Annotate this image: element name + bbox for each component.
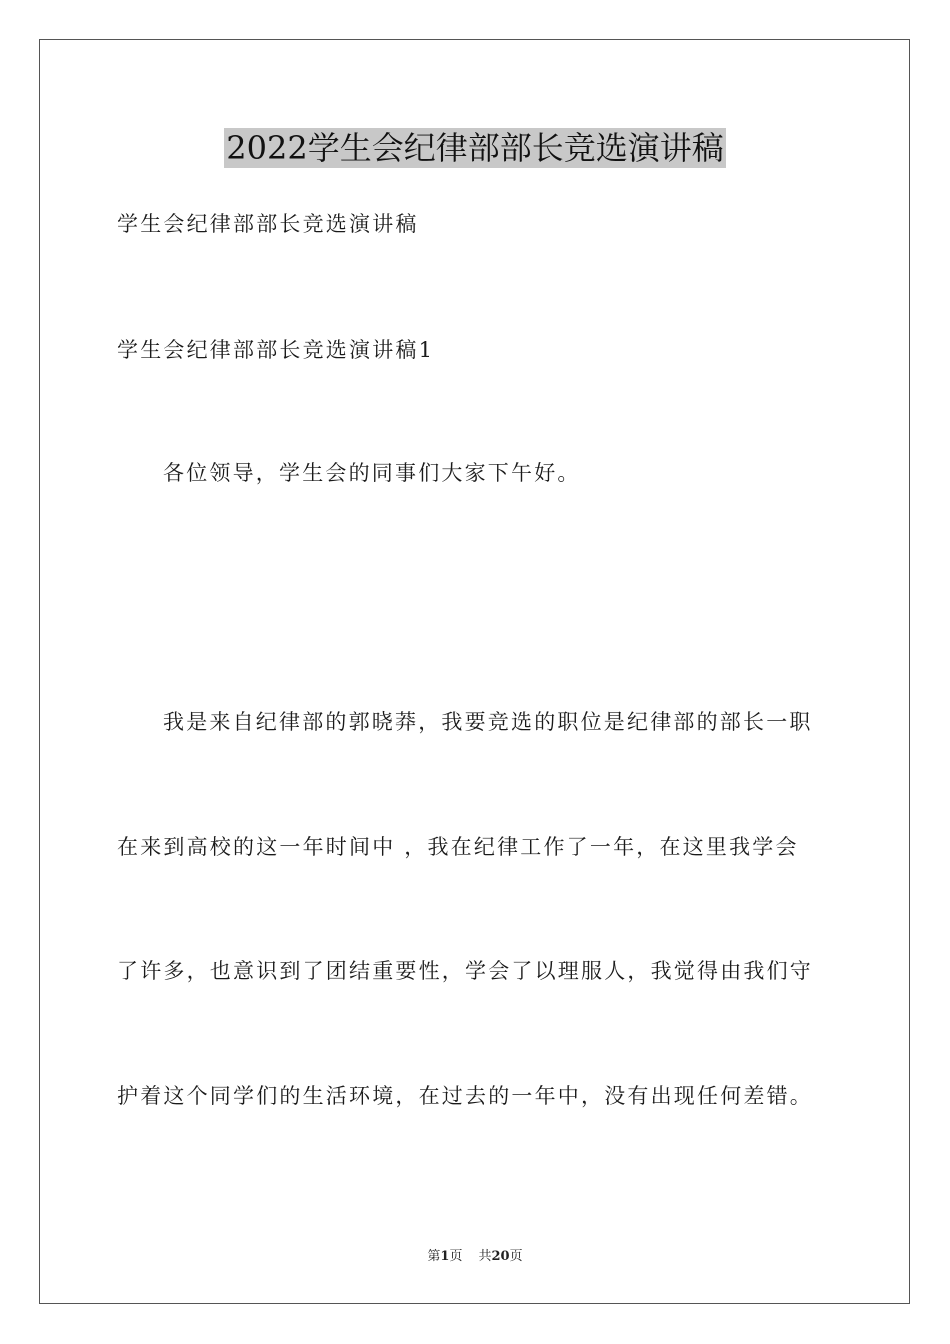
paragraph-line: 了许多，也意识到了团结重要性，学会了以理服人，我觉得由我们守 xyxy=(117,959,813,983)
total-pages: 20 xyxy=(491,1249,510,1264)
paragraph-line: 我是来自纪律部的郭晓莽，我要竞选的职位是纪律部的部长一职 xyxy=(163,710,813,734)
page-footer xyxy=(0,1248,950,1266)
document-title: 2022学生会纪律部部长竞选演讲稿 xyxy=(226,129,724,167)
greeting-paragraph: 各位领导，学生会的同事们大家下午好。 xyxy=(163,461,581,485)
document-subtitle: 学生会纪律部部长竞选演讲稿 xyxy=(117,212,419,236)
page-suffix: 页 xyxy=(449,1249,463,1264)
title-container xyxy=(0,128,950,168)
total-prefix: 共 xyxy=(478,1249,492,1264)
paragraph-line: 护着这个同学们的生活环境，在过去的一年中，没有出现任何差错。 xyxy=(117,1084,813,1108)
page-number: 1 xyxy=(440,1249,450,1264)
section-heading: 学生会纪律部部长竞选演讲稿1 xyxy=(117,338,435,362)
total-suffix: 页 xyxy=(509,1249,523,1264)
paragraph-line: 在来到高校的这一年时间中 ，我在纪律工作了一年，在这里我学会 xyxy=(117,835,799,859)
page-prefix: 第 xyxy=(427,1249,441,1264)
